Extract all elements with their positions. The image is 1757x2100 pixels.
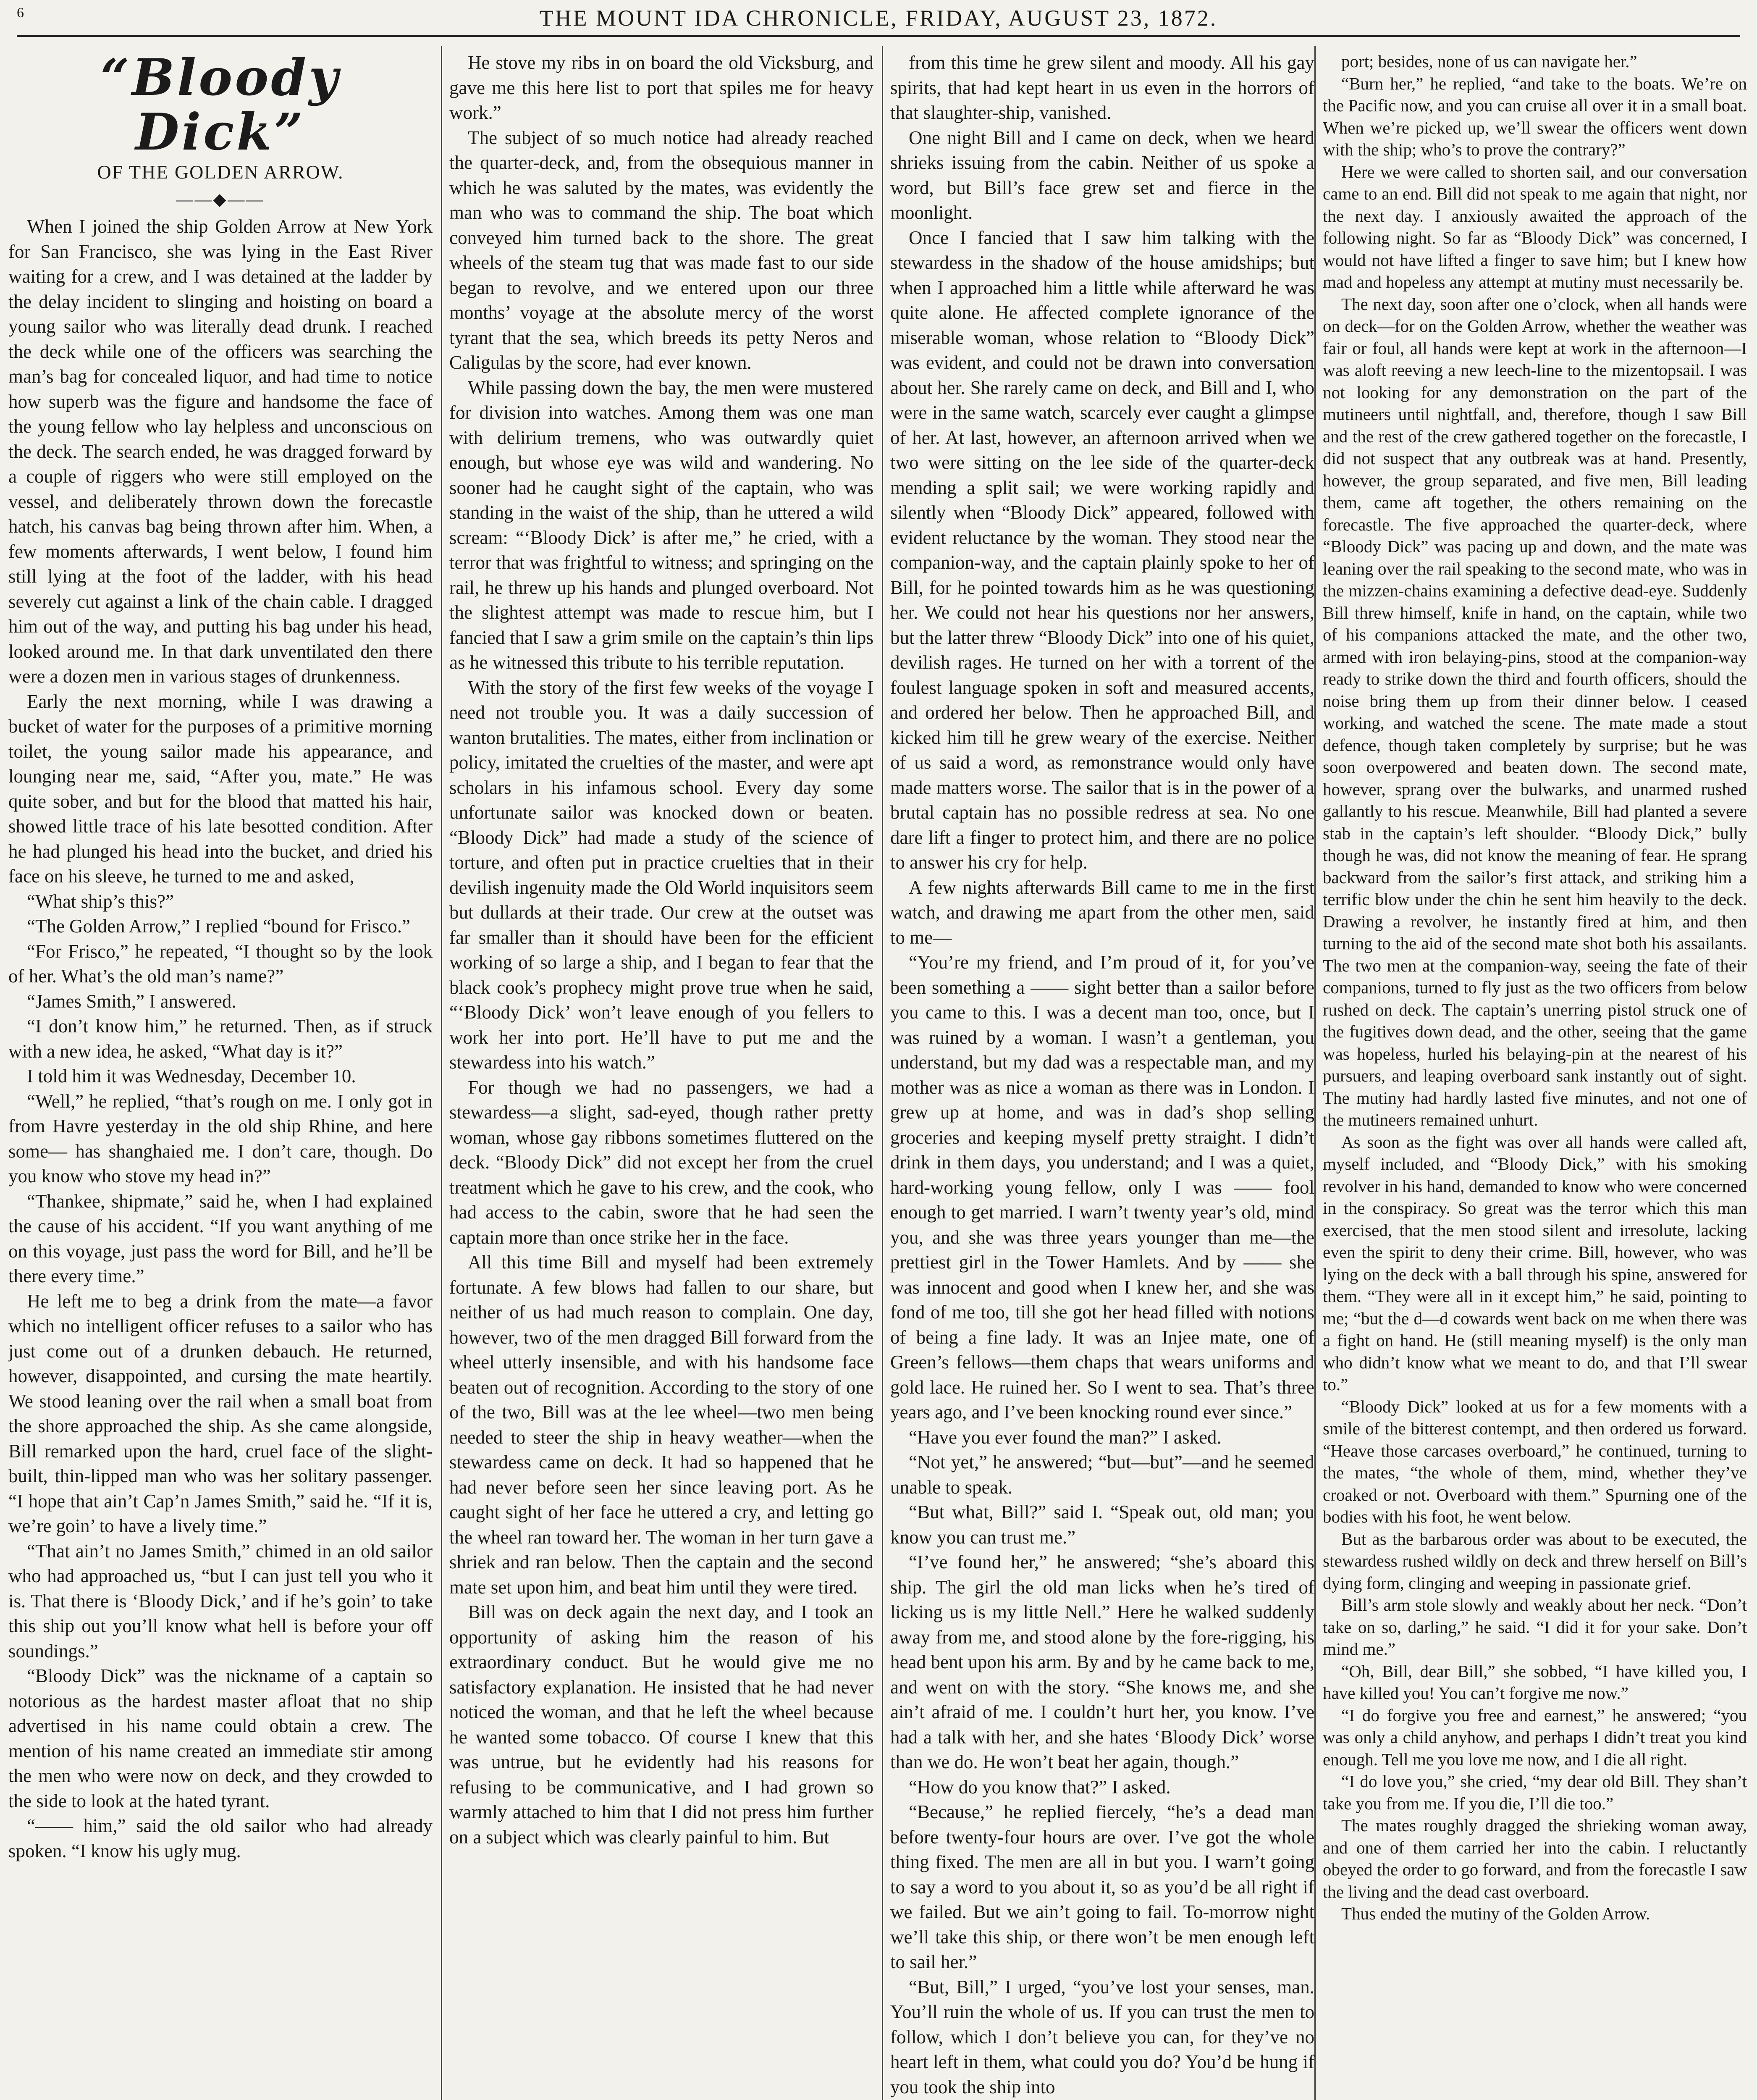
paragraph: Once I fancied that I saw him talking with the stewardess in the shadow of the house amidships; but when I approached him a little while afterward he was quite alone. He affected complete ignorance of the miserable woman, whose relation to “Bloody Dick” was evident, and could not be drawn into conversation about her. She rarely came on deck, and Bill and I, who were in the same watch, scarcely ever caught a glimpse of her. At last, however, an afternoon arrived when we two were sitting on the lee side of the quarter-deck mending a split sail; we were working rapidly and silently when “Bloody Dick” appeared, followed with evident reluctance by the woman. They stood near the companion-way, and the captain plainly spoke to her of Bill, for he pointed towards him as he was questioning her. We could not hear his questions nor her answers, but the latter threw “Bloody Dick” into one of his quiet, devilish rages. He turned on her with a torrent of the foulest language spoken in soft and measured accents, and ordered her below. Then he approached Bill, and kicked him till he grew weary of the exercise. Neither of us said a word, as remonstrance would only have made matters worse. The sailor that is in the power of a brutal captain has no possible redress at sea. No one dare lift a finger to protect him, and there are no police to answer his cry for help. (890, 227, 1314, 873)
paragraph: I told him it was Wednesday, December 10. (27, 1066, 356, 1087)
masthead (17, 5, 1740, 37)
paragraph: port; besides, none of us can navigate her.” (1341, 52, 1637, 71)
column-rule (882, 46, 883, 2100)
paragraph: “Because,” he replied fiercely, “he’s a dead man before twenty-four hours are over. I’ve got the whole thing fixed. The men are all in but you. I warn’t going to say a word to you about it, so as you’d be all right if we failed. But we ain’t going to fail. To-morrow night we’ll take this ship, or there won’t be men enough left to sail her.” (890, 1801, 1314, 1972)
paragraph: Bill was on deck again the next day, and I took an opportunity of asking him the reason of his extraordinary conduct. But he would give me no satisfactory explanation. He insisted that he had never noticed the woman, and that he left the wheel because he wanted some tobacco. Of course I knew that this was untrue, but he evidently had his reasons for refusing to be communicative, and I had grown so warmly attached to him that I did not press him further on a subject which was clearly painful to him. But (449, 1601, 873, 1848)
paragraph: “But what, Bill?” said I. “Speak out, old man; you know you can trust me.” (890, 1502, 1314, 1548)
paragraph: But as the barbarous order was about to be executed, the stewardess rushed wildly on deck and threw herself on Bill’s dying form, clinging and weeping in passionate grief. (1323, 1529, 1747, 1593)
paragraph: All this time Bill and myself had been extremely fortunate. A few blows had fallen to our share, but neither of us had much reason to complain. One day, however, two of the men dragged Bill forward from the wheel utterly insensible, and with his handsome face beaten out of recognition. According to the story of one of the two, Bill was at the lee wheel—two men being needed to steer the ship in heavy weather—when the stewardess came on deck. It had so happened that he had never before seen her since leaving port. As he caught sight of her face he uttered a cry, and letting go the wheel ran toward her. The woman in her turn gave a shriek and ran below. Then the captain and the second mate set upon him, and beat him until they were tired. (449, 1252, 873, 1598)
paragraph: Here we were called to shorten sail, and our conversation came to an end. Bill did not speak to me again that night, nor the next day. I anxiously awaited the approach of the following night. So far as “Bloody Dick” was concerned, I would not have lifted a finger to save him; but I knew how mad and hopeless any attempt at mutiny must necessarily be. (1323, 162, 1747, 291)
paragraph: “James Smith,” I answered. (27, 990, 236, 1012)
paragraph: He left me to beg a drink from the mate—a favor which no intelligent officer refuses to a sailor who has just come out of a drunken debauch. He returned, however, disappointed, and cursing the mate heartily. We stood leaning over the rail when a small boat from the shore approached the ship. As she came alongside, Bill remarked upon the hard, cruel face of the slight-built, thin-lipped man who was her solitary passenger. “I hope that ain’t Cap’n James Smith,” said he. “If it is, we’re goin’ to have a lively time.” (8, 1290, 433, 1536)
paragraph: “Not yet,” he answered; “but—but”—and he seemed unable to speak. (890, 1452, 1314, 1498)
paragraph: He stove my ribs in on board the old Vicksburg, and gave me this here list to port that spiles me for heavy work.” (449, 52, 873, 123)
paragraph: “That ain’t no James Smith,” chimed in an old sailor who had approached us, “but I can just tell you who it is. That there is ‘Bloody Dick,’ and if he’s goin’ to take this ship out you’ll know what hell is before your off soundings.” (8, 1540, 433, 1662)
paragraph: “For Frisco,” he repeated, “I thought so by the look of her. What’s the old man’s name?” (8, 940, 433, 987)
paragraph: A few nights afterwards Bill came to me in the first watch, and drawing me apart from the other men, said to me— (890, 877, 1314, 948)
paragraph: “You’re my friend, and I’m proud of it, for you’ve been something a —— sight better than a sailor before you came to this. I was a decent man too, once, but I was ruined by a woman. I wasn’t a gentleman, you understand, but my dad was a respectable man, and my mother was as nice a woman as there was in London. I grew up at home, and was in dad’s shop selling groceries and keeping myself pretty straight. I didn’t drink in them days, you understand; and I was a quiet, hard-working young fellow, only I was —— fool enough to get married. I warn’t twenty year’s old, mind you, and she was three years younger than me—the prettiest girl in the Tower Hamlets. And by —— she was innocent and good when I knew her, and she was fond of me too, till she got her head filled with notions of being a fine lady. It was an Injee mate, one of Green’s fellows—them chaps that wears uniforms and gold lace. He ruined her. So I went to sea. That’s three years ago, and I’ve been knocking round ever since.” (890, 952, 1314, 1423)
paragraph: “I do love you,” she cried, “my dear old Bill. They shan’t take you from me. If you die, I’ll die too.” (1323, 1772, 1747, 1813)
column-1 (8, 50, 433, 2100)
paragraph: The next day, soon after one o’clock, when all hands were on deck—for on the Golden Arrow, whether the weather was fair or foul, all hands were kept at work in the afternoon—I was aloft reeving a new leech-line to the mizentopsail. I was not looking for any demonstration on the part of the mutineers until nightfall, and, therefore, though I saw Bill and the rest of the crew gathered together on the forecastle, I did not suspect that any outbreak was at hand. Presently, however, the group separated, and five men, Bill leading them, came aft together, the others remaining on the forecastle. The five approached the quarter-deck, where “Bloody Dick” was pacing up and down, and the mate was leaning over the rail speaking to the second mate, who was in the mizzen-chains examining a defective dead-eye. Suddenly Bill threw himself, knife in hand, on the captain, while two of his companions attacked the mate, and the other two, armed with iron belaying-pins, stood at the companion-way ready to strike down the third and fourth officers, should the noise bring them up from their dinner below. I ceased working, and watched the scene. The mate made a stout defence, though taken completely by surprise; but he was soon overpowered and beaten down. The second mate, however, sprang over the bulwarks, and unarmed rushed gallantly to his rescue. Meanwhile, Bill had planted a severe stab in the captain’s left shoulder. “Bloody Dick,” bully though he was, did not know the meaning of fear. He sprang backward from the sailor’s first attack, and striking him a terrific blow under the chin he sent him heavily to the deck. Drawing a revolver, he instantly fired at him, and then turning to the aid of the second mate shot both his assailants. The two men at the companion-way, seeing the fate of their companions, turned to fly just as the two officers from below rushed on deck. The captain’s unerring pistol struck one of the fugitives down dead, and the other, seeing that the game was hopeless, hurled his belaying-pin at the nearest of his pursuers, and leaping overboard sank instantly out of sight. The mutiny had hardly lasted five minutes, and not one of the mutineers remained unhurt. (1323, 294, 1747, 1129)
paragraph: “But, Bill,” I urged, “you’ve lost your senses, man. You’ll ruin the whole of us. If you can trust the men to follow, which I don’t believe you can, for they’ve no heart left in them, what could you do? You’d be hung if you took the ship into (890, 1976, 1314, 2097)
newspaper-title: THE MOUNT IDA CHRONICLE, FRIDAY, AUGUST 23, 1872. (539, 5, 1218, 31)
column-rule (1314, 46, 1316, 2100)
paragraph: When I joined the ship Golden Arrow at New York for San Francisco, she was lying in the East River waiting for a crew, and I was detained at the ladder by the delay incident to slinging and hoisting on board a young sailor who was literally dead drunk. I reached the deck while one of the officers was searching the man’s bag for concealed liquor, and had time to notice how superb was the figure and handsome the face of the young fellow who lay helpless and unconscious on the deck. The search ended, he was dragged forward by a couple of riggers who were still employed on the vessel, and deliberately thrown down the forecastle hatch, his canvas bag being thrown after him. When, a few moments afterwards, I went below, I found him still lying at the foot of the ladder, with his head severely cut against a link of the chain cable. I dragged him out of the way, and putting his bag under his head, looked around me. In that dark unventilated den there were a dozen men in various stages of drunkenness. (8, 216, 433, 687)
paragraph: “—— him,” said the old sailor who had already spoken. “I know his ugly mug. (8, 1815, 433, 1861)
page-number: 6 (17, 5, 25, 21)
paragraph: “Thankee, shipmate,” said he, when I had explained the cause of his accident. “If you want anything of me on this voyage, just pass the word for Bill, and he’ll be there every time.” (8, 1190, 433, 1286)
paragraph: For though we had no passengers, we had a stewardess—a slight, sad-eyed, though rather pretty woman, whose gay ribbons sometimes fluttered on the deck. “Bloody Dick” did not except her from the cruel treatment which he gave to his crew, and the cook, who had access to the cabin, swore that he had seen the captain more than once strike her in the face. (449, 1076, 873, 1248)
story-headline: “Bloody Dick” (100, 50, 341, 162)
paragraph: “Have you ever found the man?” I asked. (909, 1426, 1222, 1448)
column-4 (1323, 50, 1747, 2100)
ornament-divider: ——◆—— (176, 190, 265, 209)
paragraph: “Bloody Dick” was the nickname of a captain so notorious as the hardest master afloat that no ship advertised in his name could obtain a crew. The mention of his name created an immediate stir among the men who were now on deck, and they crowded to the side to look at the hated tyrant. (8, 1665, 433, 1811)
paragraph: “What ship’s this?” (27, 890, 174, 912)
paragraph: “I do forgive you free and earnest,” he answered; “you was only a child anyhow, and perhaps I didn’t treat you kind enough. Tell me you love me now, and I die all right. (1323, 1705, 1747, 1769)
paragraph: With the story of the first few weeks of the voyage I need not trouble you. It was a daily succession of wanton brutalities. The mates, either from inclination or policy, imitated the cruelties of the master, and were apt scholars in his infamous school. Every day some unfortunate sailor was knocked down or beaten. “Bloody Dick” had made a study of the science of torture, and often put in practice cruelties that in their devilish ingenuity made the Old World inquisitors seem but dullards at their trade. Our crew at the outset was far smaller than it should have been for the efficient working of so large a ship, and I began to fear that the black cook’s prophecy might prove true when he said, “‘Bloody Dick’ won’t leave enough of you fellers to work her into port. He’ll have to put me and the stewardess into his watch.” (449, 677, 873, 1073)
paragraph: Early the next morning, while I was drawing a bucket of water for the purposes of a primitive morning toilet, the young sailor made his appearance, and lounging near me, said, “After you, mate.” He was quite sober, and but for the blood that matted his hair, showed little trace of his late besotted condition. After he had plunged his head into the bucket, and dried his face on his sleeve, he turned to me and asked, (8, 690, 433, 887)
paragraph: “Well,” he replied, “that’s rough on me. I only got in from Havre yesterday in the old ship Rhine, and here some— has shanghaied me. I don’t care, though. Do you know who stove my head in?” (8, 1090, 433, 1186)
paragraph: Bill’s arm stole slowly and weakly about her neck. “Don’t take on so, darling,” he said. “I did it for your sake. Don’t mind me.” (1323, 1595, 1747, 1659)
paragraph: Thus ended the mutiny of the Golden Arrow. (1341, 1904, 1650, 1923)
paragraph: As soon as the fight was over all hands were called aft, myself included, and “Bloody Dick,” with his smoking revolver in his hand, demanded to know who were concerned in the conspiracy. So great was the terror which this man exercised, that the men stood silent and irresolute, lacking even the spirit to deny their crime. Bill, however, who was lying on the deck with a ball through his spine, answered for them. “They were all in it except him,” he said, pointing to me; “but the d—d cowards went back on me when there was a fight on hand. He (still meaning myself) is the only man who didn’t know what we meant to do, and that I’ll swear to.” (1323, 1132, 1747, 1394)
paragraph: While passing down the bay, the men were mustered for division into watches. Among them was one man with delirium tremens, who was outwardly quiet enough, but whose eye was wild and wandering. No sooner had he caught sight of the captain, who was standing in the waist of the ship, than he uttered a wild scream: “‘Bloody Dick’ is after me,” he cried, with a terror that was frightful to witness; and springing on the rail, he threw up his hands and plunged overboard. Not the slightest attempt was made to rescue him, but I fancied that I saw a grim smile on the captain’s thin lips as he witnessed this tribute to his terrible reputation. (449, 377, 873, 673)
story-subhead: OF THE GOLDEN ARROW. (97, 161, 344, 183)
paragraph: “Bloody Dick” looked at us for a few moments with a smile of the bitterest contempt, and then ordered us forward. “Heave those carcases overboard,” he continued, turning to the mates, “the whole of them, mind, whether they’ve croaked or not. Overboard with them.” Spurning one of the bodies with his foot, he went below. (1323, 1396, 1747, 1526)
column-3 (890, 50, 1314, 2100)
paragraph: from this time he grew silent and moody. All his gay spirits, that had kept heart in us even in the horrors of that slaughter-ship, vanished. (890, 52, 1314, 123)
paragraph: “I’ve found her,” he answered; “she’s aboard this ship. The girl the old man licks when he’s tired of licking us is my little Nell.” Here he walked suddenly away from me, and stood alone by the fore-rigging, his head bent upon his arm. By and by he came back to me, and went on with the story. “She knows me, and she ain’t afraid of me. I couldn’t hurt her, you know. I’ve had a talk with her, and she hates ‘Bloody Dick’ worse than we do. He won’t beat her again, though.” (890, 1551, 1314, 1772)
paragraph: “Burn her,” he replied, “and take to the boats. We’re on the Pacific now, and you can cruise all over it in a small boat. When we’re picked up, we’ll swear the officers went down with the ship; who’s to prove the contrary?” (1323, 74, 1747, 159)
paragraph: The subject of so much notice had already reached the quarter-deck, and, from the obsequious manner in which he was saluted by the mates, was evidently the man who was to command the ship. The boat which conveyed him turned back to the shore. The great wheels of the steam tug that was made fast to our side began to revolve, and we entered upon our three months’ voyage at the absolute mercy of the worst tyrant that the sea, which breeds its petty Neros and Caligulas by the score, had ever known. (449, 127, 873, 373)
paragraph: “How do you know that?” I asked. (909, 1776, 1171, 1798)
column-2 (449, 50, 873, 2100)
column-rule (441, 46, 442, 2100)
paragraph: The mates roughly dragged the shrieking woman away, and one of them carried her into the cabin. I reluctantly obeyed the order to go forward, and from the forecastle I saw the living and the dead cast overboard. (1323, 1816, 1747, 1901)
paragraph: “The Golden Arrow,” I replied “bound for Frisco.” (27, 916, 411, 937)
paragraph: “Oh, Bill, dear Bill,” she sobbed, “I have killed you, I have killed you! You can’t forgive me now.” (1323, 1661, 1747, 1703)
paragraph: “I don’t know him,” he returned. Then, as if struck with a new idea, he asked, “What day is it?” (8, 1016, 433, 1062)
paragraph: One night Bill and I came on deck, when we heard shrieks issuing from the cabin. Neither of us spoke a word, but Bill’s face grew set and fierce in the moonlight. (890, 127, 1314, 223)
